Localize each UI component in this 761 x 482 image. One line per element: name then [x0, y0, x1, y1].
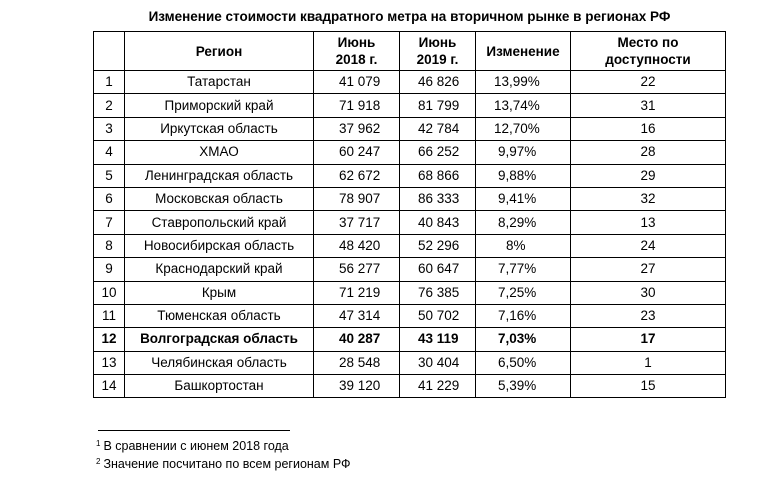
- row-num-cell: 5: [94, 164, 125, 187]
- rank-cell: 29: [571, 164, 726, 187]
- rank-cell: 13: [571, 211, 726, 234]
- rank-cell: 16: [571, 117, 726, 140]
- june-2019-cell: 43 119: [400, 328, 476, 351]
- header-rank-line1: Место по: [617, 35, 679, 50]
- june-2019-cell: 76 385: [400, 281, 476, 304]
- footnote-1-mark: 1: [96, 439, 101, 448]
- june-2018-cell: 28 548: [314, 351, 400, 374]
- footnote-1: [96, 437, 289, 453]
- june-2018-cell: 48 420: [314, 234, 400, 257]
- header-rank: [571, 32, 726, 71]
- region-cell: Краснодарский край: [125, 258, 314, 281]
- june-2018-cell: 37 962: [314, 117, 400, 140]
- header-june-2019-line2: 2019 г.: [416, 52, 459, 67]
- row-num-cell: 2: [94, 94, 125, 117]
- footnote-1-text: В сравнении с июнем 2018 года: [103, 439, 289, 453]
- june-2018-cell: 71 219: [314, 281, 400, 304]
- rank-cell: 24: [571, 234, 726, 257]
- header-june-2019: [400, 32, 476, 71]
- table-row: [94, 304, 726, 327]
- june-2018-cell: 78 907: [314, 187, 400, 210]
- region-cell: Крым: [125, 281, 314, 304]
- rank-cell: 31: [571, 94, 726, 117]
- region-cell: Иркутская область: [125, 117, 314, 140]
- june-2018-cell: 37 717: [314, 211, 400, 234]
- rank-cell: 28: [571, 141, 726, 164]
- june-2019-cell: 86 333: [400, 187, 476, 210]
- change-cell: 5,39%: [476, 375, 571, 398]
- region-cell: Московская область: [125, 187, 314, 210]
- header-change: Изменение: [476, 32, 571, 71]
- change-cell: 6,50%: [476, 351, 571, 374]
- june-2018-cell: 60 247: [314, 141, 400, 164]
- header-june-2018-line1: Июнь: [337, 35, 376, 50]
- row-num-cell: 3: [94, 117, 125, 140]
- change-cell: 8,29%: [476, 211, 571, 234]
- table-row: [94, 328, 726, 351]
- row-num-cell: 1: [94, 71, 125, 94]
- table-row: [94, 258, 726, 281]
- region-cell: Ставропольский край: [125, 211, 314, 234]
- june-2019-cell: 41 229: [400, 375, 476, 398]
- rank-cell: 23: [571, 304, 726, 327]
- table-row: [94, 234, 726, 257]
- change-cell: 7,77%: [476, 258, 571, 281]
- table-row: [94, 71, 726, 94]
- row-num-cell: 8: [94, 234, 125, 257]
- region-cell: Приморский край: [125, 94, 314, 117]
- region-cell: Челябинская область: [125, 351, 314, 374]
- table-row: [94, 211, 726, 234]
- june-2019-cell: 30 404: [400, 351, 476, 374]
- june-2018-cell: 41 079: [314, 71, 400, 94]
- row-num-cell: 10: [94, 281, 125, 304]
- change-cell: 8%: [476, 234, 571, 257]
- table-row: [94, 141, 726, 164]
- rank-cell: 22: [571, 71, 726, 94]
- footnote-2: [96, 455, 351, 471]
- header-june-2018-line2: 2018 г.: [335, 52, 378, 67]
- change-cell: 7,16%: [476, 304, 571, 327]
- table-row: [94, 351, 726, 374]
- footnote-divider: [98, 430, 290, 431]
- region-cell: Татарстан: [125, 71, 314, 94]
- june-2018-cell: 40 287: [314, 328, 400, 351]
- june-2019-cell: 68 866: [400, 164, 476, 187]
- june-2019-cell: 81 799: [400, 94, 476, 117]
- region-cell: Тюменская область: [125, 304, 314, 327]
- june-2018-cell: 62 672: [314, 164, 400, 187]
- june-2019-cell: 60 647: [400, 258, 476, 281]
- june-2019-cell: 52 296: [400, 234, 476, 257]
- region-cell: ХМАО: [125, 141, 314, 164]
- row-num-cell: 11: [94, 304, 125, 327]
- rank-cell: 27: [571, 258, 726, 281]
- table-row: [94, 187, 726, 210]
- region-cell: Волгоградская область: [125, 328, 314, 351]
- footnote-2-text: Значение посчитано по всем регионам РФ: [103, 457, 351, 471]
- header-num: [94, 32, 125, 71]
- region-cell: Ленинградская область: [125, 164, 314, 187]
- rank-cell: 30: [571, 281, 726, 304]
- rank-cell: 1: [571, 351, 726, 374]
- header-region: Регион: [125, 32, 314, 71]
- june-2018-cell: 71 918: [314, 94, 400, 117]
- table-row: [94, 281, 726, 304]
- change-cell: 13,99%: [476, 71, 571, 94]
- june-2018-cell: 47 314: [314, 304, 400, 327]
- table-row: [94, 117, 726, 140]
- june-2019-cell: 66 252: [400, 141, 476, 164]
- change-cell: 12,70%: [476, 117, 571, 140]
- june-2019-cell: 50 702: [400, 304, 476, 327]
- footnote-2-mark: 2: [96, 457, 101, 466]
- table-body: [94, 71, 726, 398]
- table-row: [94, 375, 726, 398]
- row-num-cell: 9: [94, 258, 125, 281]
- row-num-cell: 12: [94, 328, 125, 351]
- header-rank-line2: доступности: [605, 52, 691, 67]
- rank-cell: 15: [571, 375, 726, 398]
- rank-cell: 32: [571, 187, 726, 210]
- change-cell: 7,03%: [476, 328, 571, 351]
- row-num-cell: 4: [94, 141, 125, 164]
- june-2019-cell: 40 843: [400, 211, 476, 234]
- june-2018-cell: 39 120: [314, 375, 400, 398]
- june-2019-cell: 42 784: [400, 117, 476, 140]
- change-cell: 7,25%: [476, 281, 571, 304]
- june-2018-cell: 56 277: [314, 258, 400, 281]
- change-cell: 9,41%: [476, 187, 571, 210]
- change-cell: 9,97%: [476, 141, 571, 164]
- row-num-cell: 13: [94, 351, 125, 374]
- table-row: [94, 164, 726, 187]
- header-june-2018: [314, 32, 400, 71]
- change-cell: 9,88%: [476, 164, 571, 187]
- price-change-table: [93, 31, 726, 398]
- region-cell: Новосибирская область: [125, 234, 314, 257]
- rank-cell: 17: [571, 328, 726, 351]
- row-num-cell: 7: [94, 211, 125, 234]
- table-title: Изменение стоимости квадратного метра на вторичном рынке в регионах РФ: [148, 9, 671, 24]
- change-cell: 13,74%: [476, 94, 571, 117]
- june-2019-cell: 46 826: [400, 71, 476, 94]
- header-row: [94, 32, 726, 71]
- row-num-cell: 14: [94, 375, 125, 398]
- row-num-cell: 6: [94, 187, 125, 210]
- table-row: [94, 94, 726, 117]
- region-cell: Башкортостан: [125, 375, 314, 398]
- header-june-2019-line1: Июнь: [418, 35, 457, 50]
